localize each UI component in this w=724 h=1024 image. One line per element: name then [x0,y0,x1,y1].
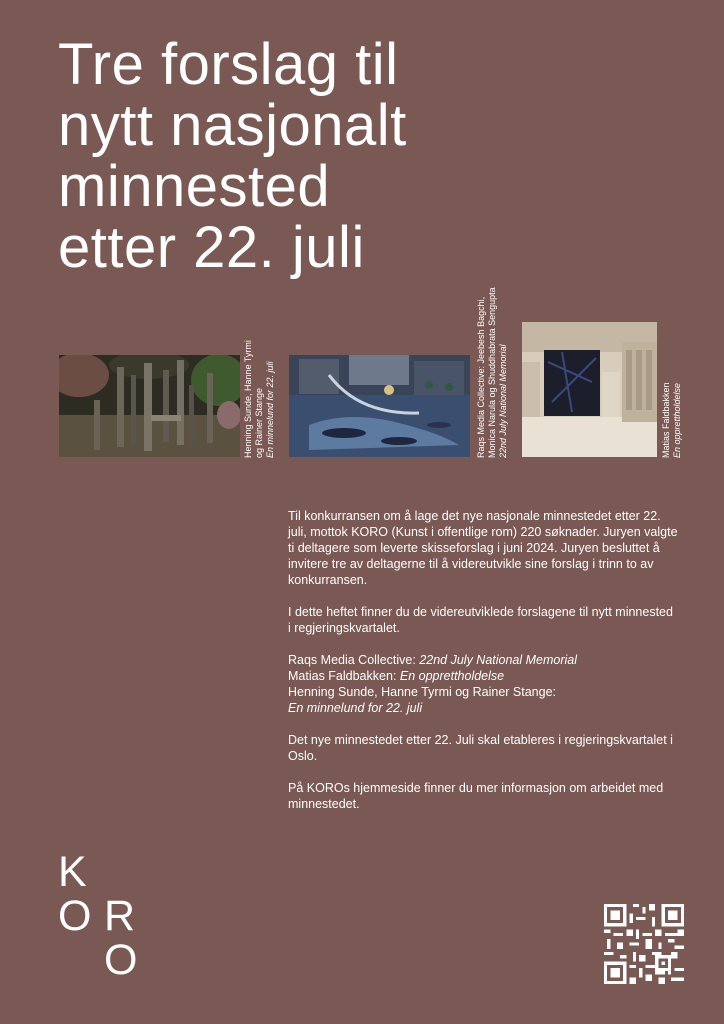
caption-2-authors: Raqs Media Collective: Jeebesh Bagchi, [476,296,486,458]
page-title [58,34,678,278]
caption-1-authors-2: og Rainer Stange [254,387,264,458]
caption-3-authors: Matias Faldbakken [661,382,671,458]
title-line-2: nytt nasjonalt [58,93,407,158]
list-item-1-name: Raqs Media Collective: [288,653,420,667]
list-item-1-work: 22nd July National Memorial [419,653,578,667]
intro-paragraph: Til konkurransen om å lage det nye nasjonale minnestedet etter 22. juli, mottok KORO (Kunst i offentlige rom) 220 søknader. Juryen valgte ti deltagere som leverte skisseforslag i juni 2024. Juryen besluttet å invitere tre av deltagerne til å videreutvikle sine forslag i trinn to av konkurransen. [288,509,678,587]
forest-memorial-grove-photo [59,355,240,457]
caption-proposal-2 [476,258,509,458]
logo-letter-k: K [58,848,87,896]
caption-1-authors: Henning Sunde, Hanne Tyrmi [243,340,253,458]
caption-2-work: 22nd July National Memorial [498,344,508,458]
caption-3-work: En opprettholdelse [672,382,682,458]
more-info-paragraph: På KOROs hjemmeside finner du mer informasjon om arbeidet med minnestedet. [288,781,664,811]
list-item-2-work: En opprettholdelse [399,669,505,683]
list-item-3-name: Henning Sunde, Hanne Tyrmi og Rainer Stange: [288,685,556,699]
qr-code-icon[interactable] [604,904,684,984]
koro-logo [58,848,148,987]
body-text [288,508,678,828]
caption-proposal-1 [243,318,276,458]
plaza-water-basin-photo [289,355,470,457]
logo-letter-r: R [104,892,136,940]
caption-2-authors-2: Monica Narula og Shuddhabrata Sengupta [487,287,497,458]
logo-letter-o1: O [58,892,92,940]
caption-proposal-3 [661,382,683,458]
list-item-3-work: En minnelund for 22. juli [288,701,423,715]
location-paragraph: Det nye minnestedet etter 22. Juli skal etableres i regjeringskvartalet i Oslo. [288,733,673,763]
building-model-photo [522,322,657,457]
list-item-2-name: Matias Faldbakken: [288,669,400,683]
title-line-4: etter 22. juli [58,215,365,280]
title-line-3: minnested [58,154,331,219]
proposal-list [288,652,678,716]
logo-letter-o2: O [104,936,138,984]
title-line-1: Tre forslag til [58,32,399,97]
caption-1-work: En minnelund for 22. juli [265,361,275,458]
booklet-paragraph: I dette heftet finner du de videreutviklede forslagene til nytt minnested i regjeringskvartalet. [288,605,673,635]
